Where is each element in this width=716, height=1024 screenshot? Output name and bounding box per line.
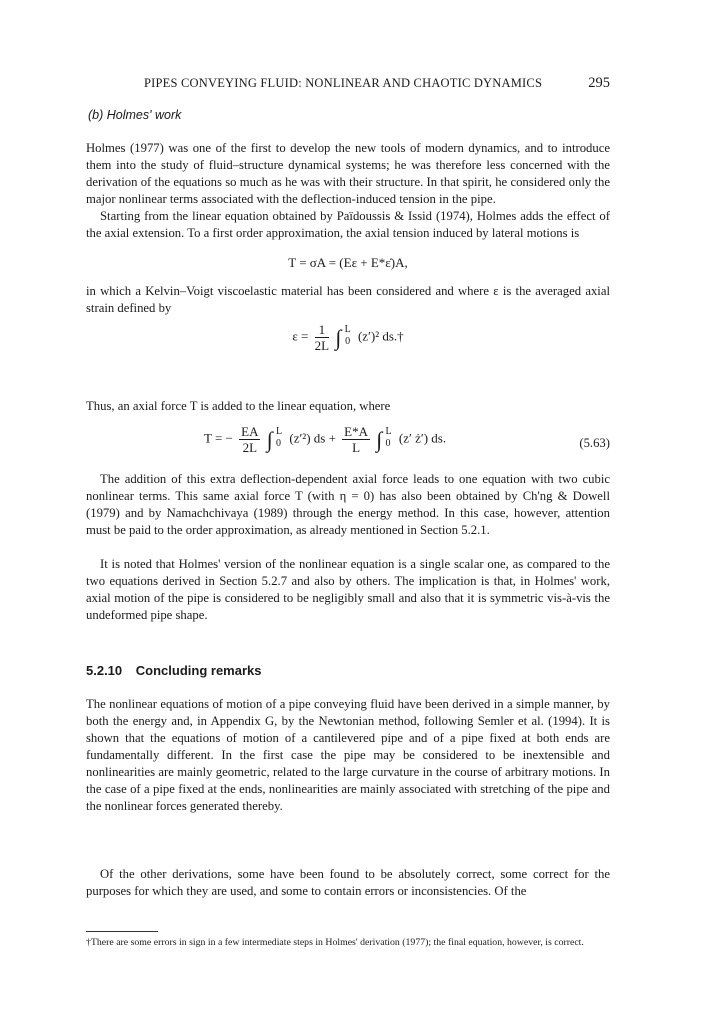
eq3-upper-limit-2: L [385, 425, 392, 437]
footnote-rule [86, 931, 158, 932]
section-heading [86, 663, 261, 678]
eq3-lhs: T = − [204, 430, 233, 446]
equation-axial-strain [86, 322, 610, 353]
running-head [86, 76, 610, 92]
eq2-numerator: 1 [315, 322, 329, 338]
eq2-limits [345, 324, 351, 348]
running-title: PIPES CONVEYING FLUID: NONLINEAR AND CHAOTIC DYNAMICS [144, 76, 543, 90]
section-number: 5.2.10 [86, 663, 123, 678]
equation-axial-tension: T = σA = (Eε + E*ε̇)A, [288, 255, 408, 270]
eq3-body [204, 424, 446, 455]
paragraph-linear-equation: Starting from the linear equation obtained by Païdoussis & Issid (1974), Holmes adds the effect of the axial extension. To a first order approximation, the axial tension induced by lateral motions is [86, 209, 610, 240]
eq2-upper-limit: L [344, 323, 351, 335]
integral-sign: ∫ [266, 426, 273, 452]
eq3-numerator-1: EA [241, 424, 259, 439]
eq3-limits-2 [386, 426, 392, 450]
page-number: 295 [588, 75, 610, 91]
eq3-fraction-2 [342, 424, 370, 455]
paragraph-cubic-nonlinear: The addition of this extra deflection-dependent axial force leads to one equation with two cubic nonlinear terms. This same axial force T (with η = 0) has also been obtained by Ch'ng & Dowell (1979) and by Namachchivaya (1989) through the energy method. In this case, however, attention must be paid to the order approximation, as already mentioned in Section 5.2.1. [86, 472, 610, 537]
paragraph-axial-force: Thus, an axial force T is added to the linear equation, where [86, 399, 391, 413]
eq2-denominator: 2L [314, 338, 330, 353]
paragraph-other-derivations: Of the other derivations, some have been found to be absolutely correct, some correct for the purposes for which they are used, and some to contain errors or inconsistencies. Of the [86, 867, 610, 898]
eq3-fraction-1 [239, 424, 260, 455]
eq2-fraction [315, 322, 329, 353]
eq3-integrand-1: (z′²) ds + [289, 430, 336, 446]
paragraph-holmes-intro: Holmes (1977) was one of the first to develop the new tools of modern dynamics, and to introduce them into the study of fluid–structure dynamical systems; he was therefore less concerned with the derivation of the equations so much as he was with their structure. In that spirit, he considered only the major nonlinear terms associated with the deflection-induced tension in the pipe. [86, 141, 610, 206]
footnote: †There are some errors in sign in a few intermediate steps in Holmes' derivation (1977); the final equation, however, is correct. [86, 937, 584, 948]
paragraph-kelvin-voigt: in which a Kelvin–Voigt viscoelastic material has been considered and where ε is the averaged axial strain defined by [86, 284, 610, 315]
paragraph-scalar-equation: It is noted that Holmes' version of the nonlinear equation is a single scalar one, as compared to the two equations derived in Section 5.2.7 and also by others. The implication is that, in Holmes' work, axial motion of the pipe is considered to be negligibly small and also that it is symmetric vis-à-vis the undeformed pipe shape. [86, 557, 610, 622]
eq3-limits-1 [276, 426, 282, 450]
eq2-lower-limit: 0 [345, 335, 351, 347]
integral-sign: ∫ [376, 426, 383, 452]
eq3-lower-limit-2: 0 [385, 437, 391, 449]
eq3-denominator-1: 2L [242, 440, 258, 455]
paragraph-concluding-remarks: The nonlinear equations of motion of a pipe conveying fluid have been derived in a simple manner, by both the energy and, in Appendix G, by the Newtonian method, following Semler et al. (1994). It is shown that the equations of motion of a cantilevered pipe and of a pipe fixed at both ends are fundamentally different. In the first case the pipe may be considered to be inextensible and nonlinearities are mainly geometric, related to the large curvature in the course of arbitrary motions. In the case of a pipe fixed at the ends, nonlinearities are mainly associated with stretching of the pipe and the nonlinear forces generated thereby. [86, 697, 610, 813]
integral-sign: ∫ [335, 324, 342, 350]
eq3-lower-limit-1: 0 [276, 437, 281, 449]
eq3-integrand-2: (z′ ż′) ds. [398, 430, 447, 446]
subsection-heading: (b) Holmes' work [88, 108, 182, 122]
eq2-lhs: ε = [292, 328, 309, 344]
equation-number: (5.63) [579, 436, 610, 450]
eq3-upper-limit-1: L [276, 425, 283, 437]
eq3-numerator-2: E*A [344, 424, 369, 439]
eq3-denominator-2: L [352, 440, 361, 455]
section-title: Concluding remarks [135, 663, 262, 678]
eq2-integrand: (z′)² ds.† [357, 328, 404, 344]
